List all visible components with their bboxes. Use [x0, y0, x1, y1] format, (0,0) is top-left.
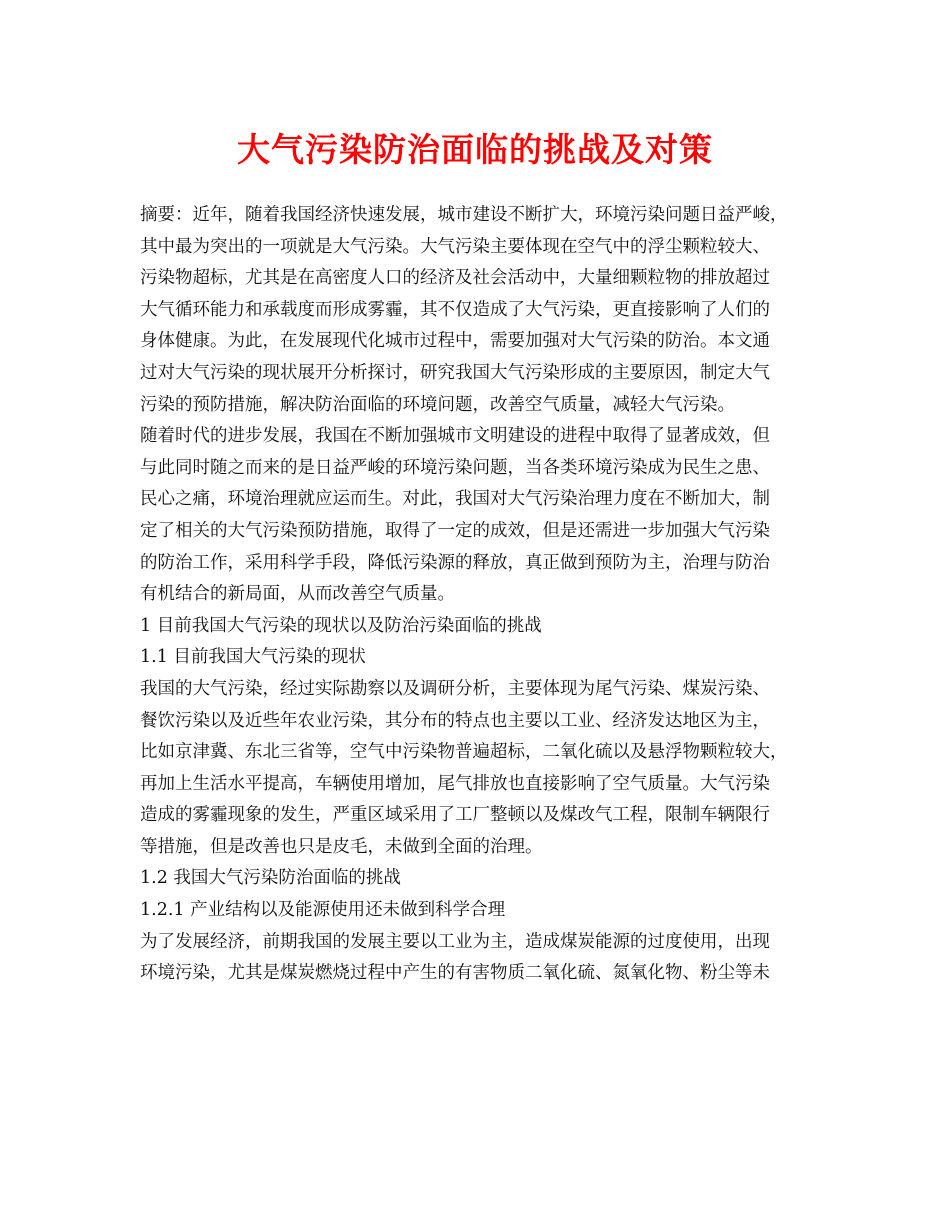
text-line: 餐饮污染以及近些年农业污染，其分布的特点也主要以工业、经济发达地区为主， — [140, 710, 770, 731]
text-line: 1.2.1 产业结构以及能源使用还未做到科学合理 — [140, 900, 506, 921]
text-line: 造成的雾霾现象的发生，严重区域采用了工厂整顿以及煤改气工程，限制车辆限行 — [140, 805, 770, 826]
text-line: 再加上生活水平提高，车辆使用增加，尾气排放也直接影响了空气质量。大气污染 — [140, 773, 770, 794]
text-line: 大气循环能力和承载度而形成雾霾，其不仅造成了大气污染，更直接影响了人们的 — [140, 299, 770, 320]
text-line: 我国的大气污染，经过实际勘察以及调研分析，主要体现为尾气污染、煤炭污染、 — [140, 678, 770, 699]
text-line: 比如京津冀、东北三省等，空气中污染物普遍超标，二氧化硫以及悬浮物颗粒较大， — [140, 742, 788, 763]
text-line: 1.1 目前我国大气污染的现状 — [140, 647, 366, 668]
text-line: 为了发展经济，前期我国的发展主要以工业为主，造成煤炭能源的过度使用，出现 — [140, 931, 770, 952]
document-title: 大气污染防治面临的挑战及对策 — [237, 130, 713, 169]
text-line: 摘要：近年，随着我国经济快速发展，城市建设不断扩大，环境污染问题日益严峻， — [140, 205, 788, 225]
text-line: 污染的预防措施，解决防治面临的环境问题，改善空气质量，减轻大气污染。 — [140, 394, 735, 415]
text-line: 1.2 我国大气污染防治面临的挑战 — [140, 868, 401, 889]
text-line: 的防治工作，采用科学手段，降低污染源的释放，真正做到预防为主，治理与防治 — [140, 552, 770, 573]
text-line: 定了相关的大气污染预防措施，取得了一定的成效，但是还需进一步加强大气污染 — [140, 520, 770, 541]
text-line: 其中最为突出的一项就是大气污染。大气污染主要体现在空气中的浮尘颗粒较大、 — [140, 236, 770, 257]
text-line: 污染物超标，尤其是在高密度人口的经济及社会活动中，大量细颗粒物的排放超过 — [140, 268, 770, 289]
document-body — [140, 200, 830, 990]
text-line: 随着时代的进步发展，我国在不断加强城市文明建设的进程中取得了显著成效，但 — [140, 426, 770, 447]
text-line: 过对大气污染的现状展开分析探讨，研究我国大气污染形成的主要原因，制定大气 — [140, 362, 770, 383]
text-line: 与此同时随之而来的是日益严峻的环境污染问题，当各类环境污染成为民生之患、 — [140, 457, 770, 478]
text-line: 有机结合的新局面，从而改善空气质量。 — [140, 584, 455, 605]
text-line: 民心之痛，环境治理就应运而生。对此，我国对大气污染治理力度在不断加大，制 — [140, 489, 770, 510]
text-line: 1 目前我国大气污染的现状以及防治污染面临的挑战 — [140, 615, 542, 636]
text-line: 环境污染，尤其是煤炭燃烧过程中产生的有害物质二氧化硫、氮氧化物、粉尘等未 — [140, 963, 770, 984]
text-line: 身体健康。为此，在发展现代化城市过程中，需要加强对大气污染的防治。本文通 — [140, 331, 770, 352]
text-line: 等措施，但是改善也只是皮毛，未做到全面的治理。 — [140, 836, 543, 857]
